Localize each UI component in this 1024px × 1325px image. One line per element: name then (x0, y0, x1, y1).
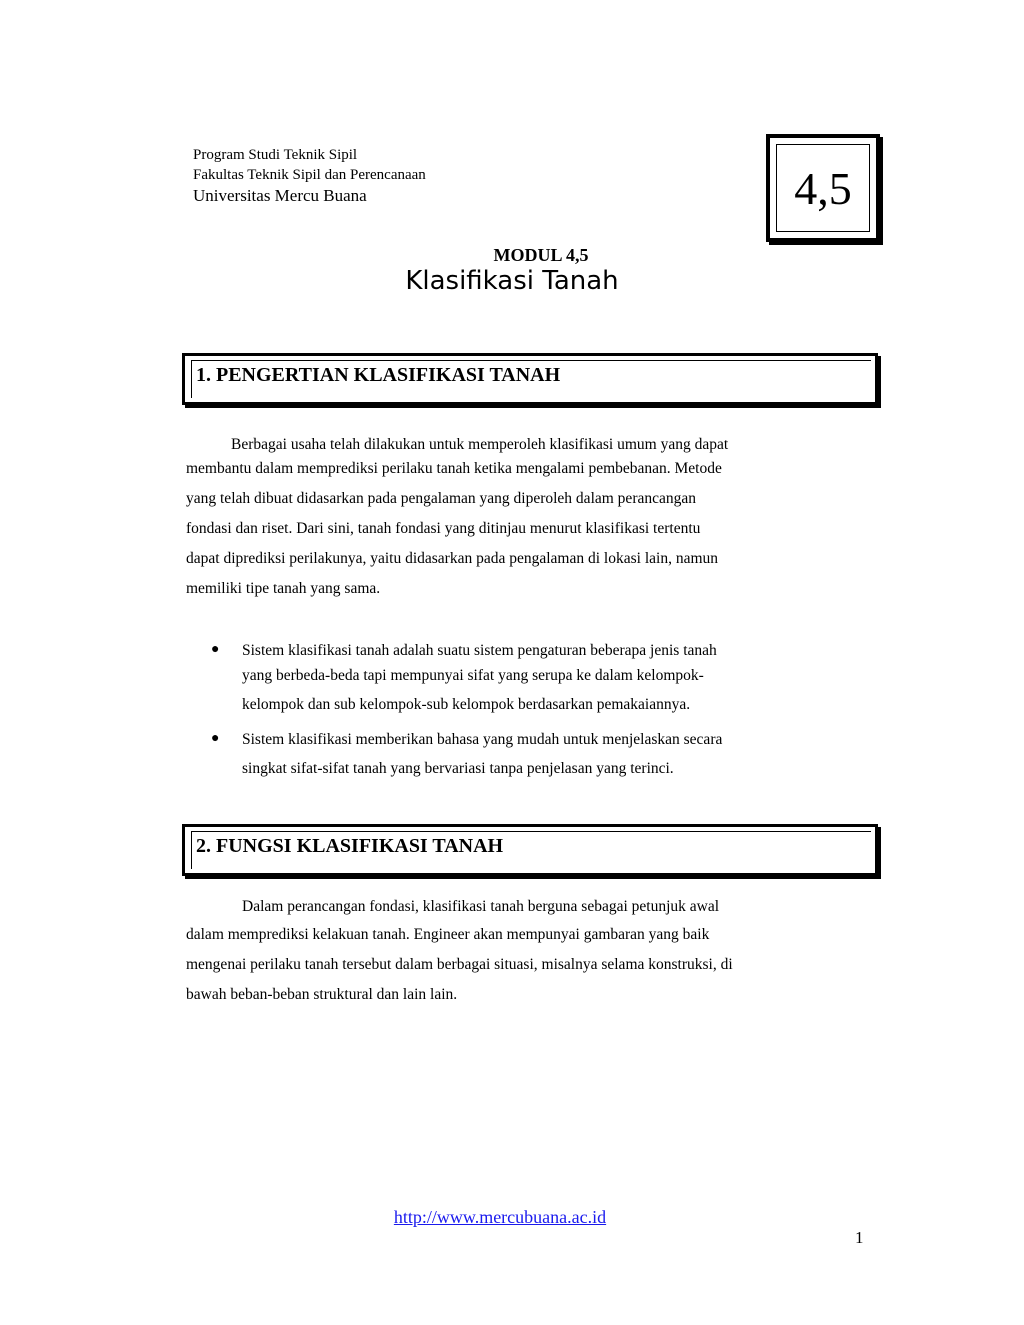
paragraph-line: bawah beban-beban struktural dan lain lain. (186, 986, 458, 1003)
paragraph-line: memiliki tipe tanah yang sama. (186, 580, 381, 597)
section-1-heading: 1. PENGERTIAN KLASIFIKASI TANAH (191, 360, 871, 398)
bullet-icon: ● (211, 731, 220, 746)
university-name: Universitas Mercu Buana (193, 186, 367, 205)
module-number-box (766, 134, 880, 242)
module-number: 4,5 (776, 144, 870, 232)
page-number: 1 (855, 1228, 864, 1247)
paragraph-line: membantu dalam memprediksi perilaku tanah ketika mengalami pembebanan. Metode (186, 460, 722, 477)
program-name: Program Studi Teknik Sipil (193, 147, 358, 163)
bullet-line: singkat sifat-sifat tanah yang bervariasi tanpa penjelasan yang terinci. (242, 760, 674, 777)
bullet-line: kelompok dan sub kelompok-sub kelompok berdasarkan pemakaiannya. (242, 696, 691, 713)
bullet-line: yang berbeda-beda tapi mempunyai sifat yang serupa ke dalam kelompok- (242, 667, 704, 684)
section-2-heading-box (182, 824, 878, 876)
faculty-name: Fakultas Teknik Sipil dan Perencanaan (193, 167, 426, 183)
paragraph-line: yang telah dibuat didasarkan pada pengalaman yang diperoleh dalam perancangan (186, 490, 696, 507)
section-1-heading-box (182, 353, 878, 405)
footer-url[interactable]: http://www.mercubuana.ac.id (393, 1207, 607, 1227)
bullet-line: Sistem klasifikasi memberikan bahasa yang mudah untuk menjelaskan secara (242, 731, 723, 748)
footer-url-link[interactable] (0, 1207, 1024, 1228)
paragraph-line: fondasi dan riset. Dari sini, tanah fondasi yang ditinjau menurut klasifikasi tertentu (186, 520, 701, 537)
module-label: MODUL 4,5 (493, 245, 589, 265)
paragraph-line: dapat diprediksi perilakunya, yaitu didasarkan pada pengalaman di lokasi lain, namun (186, 550, 719, 567)
paragraph-line: mengenai perilaku tanah tersebut dalam berbagai situasi, misalnya selama konstruksi, di (186, 956, 733, 973)
paragraph-line: Berbagai usaha telah dilakukan untuk memperoleh klasifikasi umum yang dapat (231, 436, 729, 453)
section-2-heading: 2. FUNGSI KLASIFIKASI TANAH (191, 831, 871, 869)
bullet-icon: ● (211, 642, 220, 657)
paragraph-line: Dalam perancangan fondasi, klasifikasi tanah berguna sebagai petunjuk awal (242, 898, 720, 915)
module-title: Klasifikasi Tanah (405, 266, 619, 296)
bullet-line: Sistem klasifikasi tanah adalah suatu sistem pengaturan beberapa jenis tanah (242, 642, 717, 659)
paragraph-line: dalam memprediksi kelakuan tanah. Engineer akan mempunyai gambaran yang baik (186, 926, 710, 943)
